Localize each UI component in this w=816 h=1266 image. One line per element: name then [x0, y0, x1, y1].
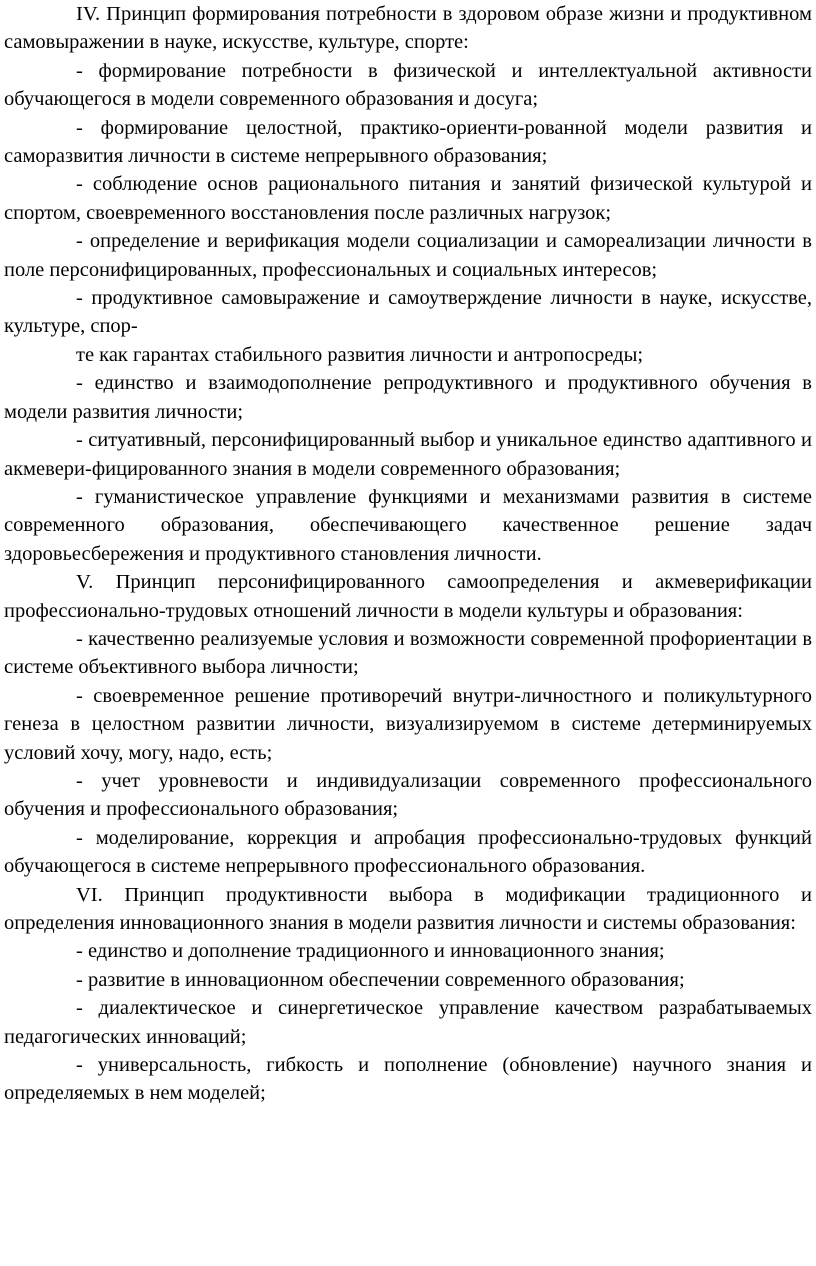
paragraph-item: - универсальность, гибкость и пополнение (обновление) научного знания и определяемых в нем моделей; [4, 1054, 812, 1105]
paragraph-item: - учет уровневости и индивидуализации современного профессионального обучения и профессионального образования; [4, 769, 812, 821]
paragraph-item-continuation: те как гарантах стабильного развития личности и антропосреды; [76, 343, 644, 366]
paragraph-item: - своевременное решение противоречий внутри-личностного и поликультурного генеза в целостном развитии личности, визуализируемом в системе детерминируемых условий хочу, могу, надо, есть; [4, 684, 812, 764]
paragraph-item: - развитие в инновационном обеспечении современного образования; [76, 968, 685, 991]
paragraph-principle-5: V. Принцип персонифицированного самоопределения и акмеверификации профессионально-трудовых отношений личности в модели культуры и образования: [4, 571, 812, 622]
paragraph-item: - моделирование, коррекция и апробация профессионально-трудовых функций обучающегося в системе непрерывного профессионального образования. [4, 826, 812, 878]
paragraph-item: - формирование целостной, практико-ориенти-рованной модели развития и саморазвития личности в системе непрерывного образования; [4, 116, 812, 168]
paragraph-item: - продуктивное самовыражение и самоутверждение личности в науке, искусстве, культуре, спор- [4, 287, 812, 338]
paragraph-item: - единство и взаимодополнение репродуктивного и продуктивного обучения в модели развития личности; [4, 372, 812, 423]
paragraph-item: - гуманистическое управление функциями и механизмами развития в системе современного образования, обеспечивающего качественное решение задач здоровьесбережения и продуктивного становления личности. [4, 485, 812, 565]
paragraph-item: - единство и дополнение традиционного и инновационного знания; [76, 940, 665, 963]
paragraph-item: - ситуативный, персонифицированный выбор и уникальное единство адаптивного и акмевери-фицированного знания в модели современного образования; [4, 429, 812, 480]
paragraph-item: - определение и верификация модели социализации и самореализации личности в поле персонифицированных, профессиональных и социальных интересов; [4, 230, 812, 281]
paragraph-principle-6: VI. Принцип продуктивности выбора в модификации традиционного и определения инновационного знания в модели развития личности и системы образования: [4, 883, 812, 934]
paragraph-item: - диалектическое и синергетическое управление качеством разрабатываемых педагогических инноваций; [4, 997, 812, 1048]
paragraph-item: - соблюдение основ рационального питания и занятий физической культурой и спортом, своевременного восстановления после различных нагрузок; [4, 173, 812, 224]
paragraph-item: - качественно реализуемые условия и возможности современной профориентации в системе объективного выбора личности; [4, 627, 812, 679]
paragraph-principle-4: IV. Принцип формирования потребности в здоровом образе жизни и продуктивном самовыражении в науке, искусстве, культуре, спорте: [4, 3, 812, 54]
paragraph-item: - формирование потребности в физической и интеллектуальной активности обучающегося в модели современного образования и досуга; [4, 59, 812, 111]
